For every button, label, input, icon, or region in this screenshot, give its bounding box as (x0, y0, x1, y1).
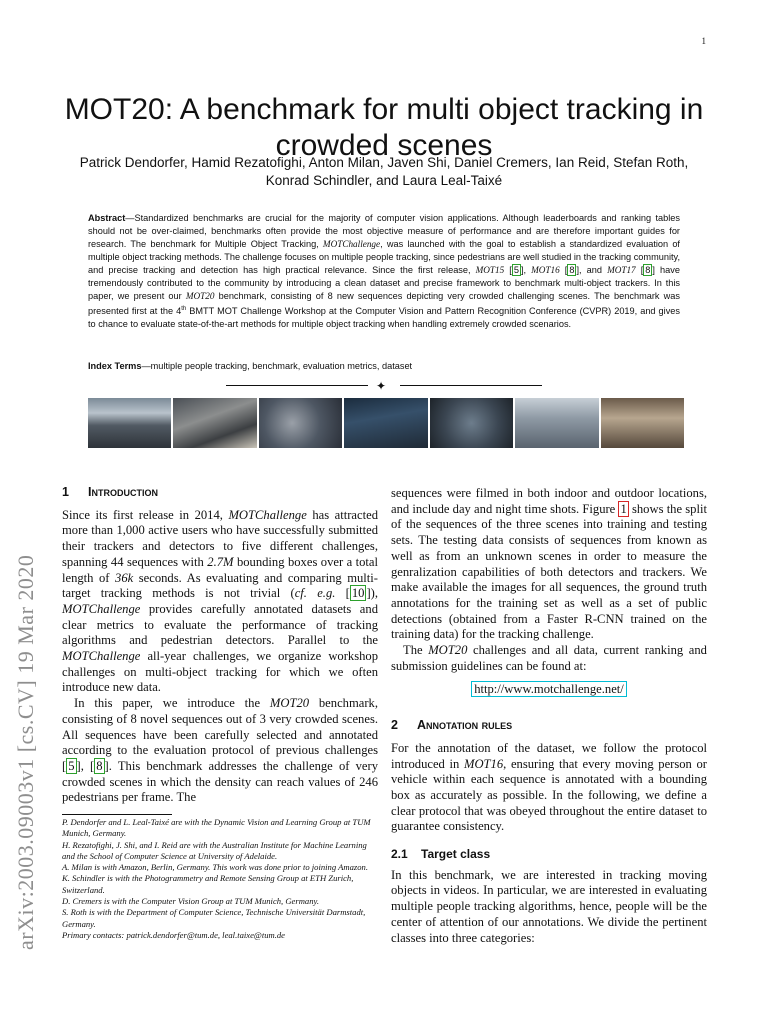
citation-link[interactable]: 5 (513, 265, 519, 275)
abstract-text: , was launched with the goal to establish a standardized evaluation of multiple object tracking methods. The challenge focuses on multiple people tracking, since pedestrians are well studied in the tracking community, and precise tracking and detection has high practical relevance. Since the first release, (88, 239, 680, 275)
page-number: 1 (701, 36, 706, 46)
index-terms-label: Index Terms (88, 361, 142, 371)
paragraph: In this benchmark, we are interested in tracking moving objects in videos. In particular, we are interested in evaluating multiple people tracking algorithms, hence, people will be the center of attention of our annotations. We divide the pertinent classes into three categories: (391, 867, 707, 945)
footnote: P. Dendorfer and L. Leal-Taixé are with the Dynamic Vision and Learning Group at TUM Munich, Germany. (62, 817, 371, 839)
footnotes (62, 817, 378, 941)
paragraph: sequences were filmed in both indoor and outdoor locations, and include day and night time shots. Figure 1 shows the split of the sequences of the three scenes into training and testing sets. The testing data consists of sequences from known as well as from an unknown scenes in order to measure the genralization capabilities of both detectors and trackers. We make available the images for all sequences, the ground truth annotations for the training set as well as a set of public detections (obtained from a Faster R-CNN trained on the training data) for the tracking challenge. (391, 486, 707, 642)
crowd-scene-thumbnail (344, 398, 427, 448)
section-title: Introduction (88, 485, 158, 499)
citation-link[interactable]: 8 (96, 758, 103, 773)
subsection-title: Target class (421, 847, 491, 862)
abstract-text: BMTT MOT Challenge Workshop at the Computer Vision and Pattern Recognition Conference (CVPR) 2019, and gives to chance to evaluate state-of-the-art methods for multiple object tracking when handling extremely crowded scenarios. (88, 306, 680, 330)
crowd-scene-thumbnail (88, 398, 171, 448)
paper-title: MOT20: A benchmark for multi object tracking in crowded scenes (64, 93, 704, 163)
left-column (62, 485, 378, 806)
citation-link[interactable]: 10 (351, 586, 365, 601)
index-terms-text: —multiple people tracking, benchmark, evaluation metrics, dataset (141, 361, 413, 371)
section-number: 2 (391, 718, 398, 733)
section-heading-annotation-rules (391, 718, 707, 734)
abstract-text: , and (579, 265, 608, 275)
teaser-image-strip (88, 398, 684, 448)
abstract-motchallenge: MOTChallenge (322, 239, 381, 249)
footnote: A. Milan is with Amazon, Berlin, Germany. This work was done prior to joining Amazon. (62, 862, 368, 873)
subsection-heading-target-class (391, 847, 707, 863)
abstract-text: —Standardized benchmarks are crucial for the majority of computer vision applications. Although leaderboards and ranking tables should not be over-claimed, benchmarks often provide the most objective measure of performance and are therefore important guides for research. The benchmark for Multiple Object Tracking, (88, 213, 680, 249)
crowd-scene-thumbnail (173, 398, 256, 448)
abstract-mot17: MOT17 (607, 265, 636, 275)
citation-link[interactable]: 5 (68, 758, 75, 773)
citation-link[interactable]: 8 (645, 265, 651, 275)
paragraph: For the annotation of the dataset, we follow the protocol introduced in MOT16, ensuring that every moving person or vehicle within each sequence is annotated with a bounding box as accurately as possible. In the following, we define a clear protocol that was obeyed throughout the entire dataset to guarantee consistency. (391, 740, 708, 834)
citation-link[interactable]: 8 (569, 265, 575, 275)
footnote: Primary contacts: patrick.dendorfer@tum.de, leal.taixe@tum.de (62, 929, 285, 940)
paragraph: The MOT20 challenges and all data, current ranking and submission guidelines can be found at: (391, 643, 707, 673)
crowd-scene-thumbnail (515, 398, 598, 448)
abstract: Abstract—Standardized benchmarks are crucial for the majority of computer vision applications. Although leaderboards and ranking tables should not be over-claimed, benchmarks often provide the most objective measure of performance and are therefore important guides for research. The benchmark for Multiple Object Tracking, MOTChallenge, was launched with the goal to establish a standardized evaluation of multiple object tracking methods. The challenge focuses on multiple people tracking, since pedestrians are well studied in the tracking community, and precise tracking and detection has high practical relevance. Since the first release, MOT15 [ 5 ], MOT16 [ 8 ], and MOT17 [ 8 ] have tremendously contributed to the community by introducing a clean dataset and precise framework to benchmark multi-object trackers. In this paper, we present our MOT20 benchmark, consisting of 8 new sequences depicting very crowded challenging scenes. The benchmark was presented first at the 4th BMTT MOT Challenge Workshop at the Computer Vision and Pattern Recognition Conference (CVPR) 2019, and gives to chance to evaluate state-of-the-art methods for multiple object tracking when handling extremely crowded scenarios. (88, 213, 681, 330)
abstract-label: Abstract (88, 213, 126, 223)
crowd-scene-thumbnail (259, 398, 342, 448)
footnote: K. Schindler is with the Photogrammetry and Remote Sensing Group at ETH Zurich, Switzerland. (62, 873, 354, 895)
author-list: Patrick Dendorfer, Hamid Rezatofighi, Anton Milan, Javen Shi, Daniel Cremers, Ian Reid, Stefan Roth, Konrad Schindler, and Laura Leal-Taixé (79, 155, 689, 188)
url-line (391, 682, 707, 698)
abstract-mot15: MOT15 (475, 265, 505, 275)
divider-rule-left (226, 385, 368, 386)
divider-ornament-icon: ✦ (376, 379, 387, 393)
section-number: 1 (62, 485, 69, 499)
footnote-rule (62, 814, 172, 815)
section-title: Annotation rules (417, 718, 513, 733)
section-divider (226, 378, 542, 394)
subsection-number: 2.1 (391, 847, 408, 862)
abstract-text: have tremendously contributed to the community by introducing a clean dataset and precise framework to benchmark multi-object trackers. In this paper, we present our (88, 265, 680, 301)
index-terms (88, 360, 680, 373)
crowd-scene-thumbnail (601, 398, 684, 448)
abstract-mot20: MOT20 (185, 291, 215, 301)
section-heading-introduction (62, 485, 378, 501)
abstract-text: benchmark, consisting of 8 new sequences depicting very crowded challenging scenes. The benchmark was presented first at the 4 (88, 291, 681, 317)
right-column (391, 486, 707, 946)
footnote: S. Roth is with the Department of Computer Science, Technische Universität Darmstadt, Germany. (62, 907, 366, 929)
figure-link[interactable]: 1 (620, 501, 627, 516)
arxiv-identifier-stamp[interactable]: arXiv:2003.09003v1 [cs.CV] 19 Mar 2020 (13, 554, 38, 950)
footnote: H. Rezatofighi, J. Shi, and I. Reid are with the Australian Institute for Machine Learning and the School of Computer Science at University of Adelaide. (62, 839, 367, 861)
paragraph: Since its first release in 2014, MOTChallenge has attracted more than 1,000 active users who have successfully submitted their trackers and detectors to five different challenges, spanning 44 sequences with 2.7M bounding boxes over a total length of 36k seconds. As evaluating and comparing multi-target tracking methods is not trivial (cf. e.g. [ 10 ]), MOTChallenge provides carefully annotated datasets and clear metrics to evaluate the performance of tracking algorithms and pedestrian detectors. Parallel to the MOTChallenge all-year challenges, we organize workshop challenges on multi-object tracking for which we often introduce new data. (62, 507, 379, 695)
motchallenge-url-link[interactable]: http://www.motchallenge.net/ (471, 681, 627, 697)
divider-rule-right (400, 385, 542, 386)
paragraph: In this paper, we introduce the MOT20 benchmark, consisting of 8 novel sequences out of 3 very crowded scenes. All sequences have been carefully selected and annotated according to the evaluation protocol of previous challenges [ 5 ], [ 8 ]. This benchmark addresses the challenge of very crowded scenes in which the density can reach values of 246 pedestrians per frame. The (62, 696, 378, 805)
footnote: D. Cremers is with the Computer Vision Group at TUM Munich, Germany. (62, 896, 320, 907)
superscript-th: th (181, 306, 187, 312)
crowd-scene-thumbnail (430, 398, 513, 448)
abstract-mot16: MOT16 (531, 265, 560, 275)
